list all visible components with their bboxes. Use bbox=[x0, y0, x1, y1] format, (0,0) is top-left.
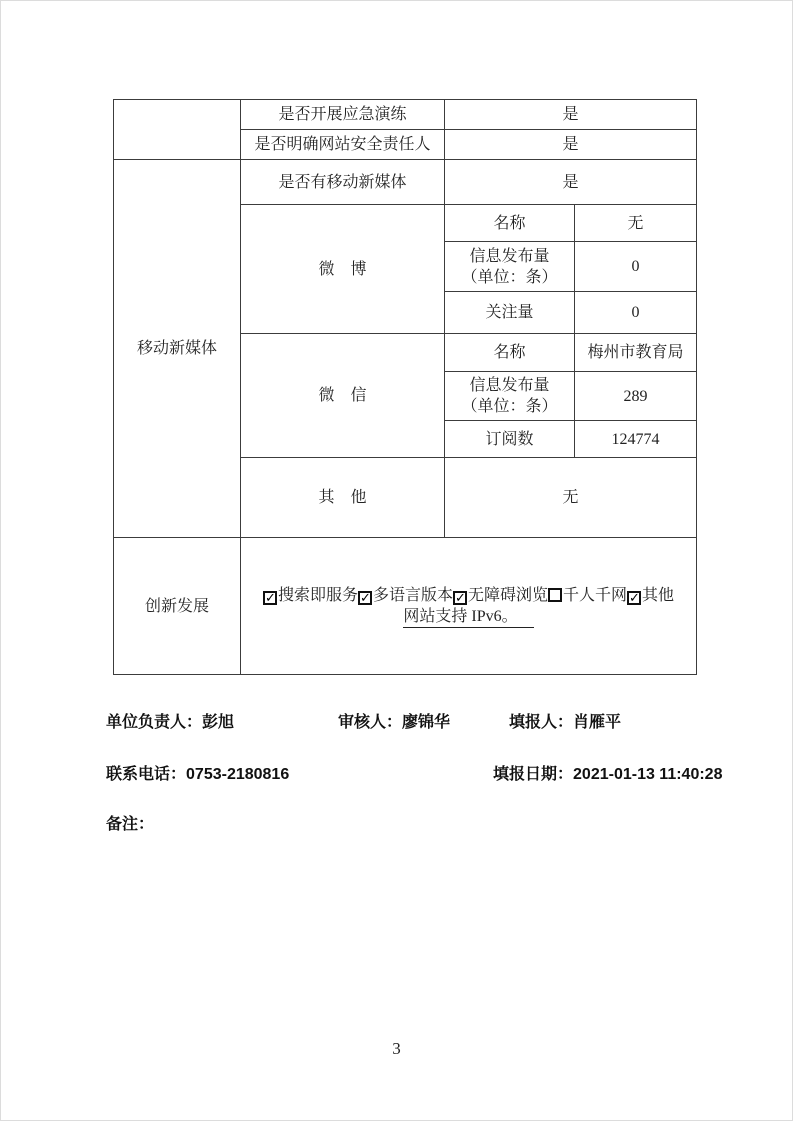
weibo-name-value: 无 bbox=[575, 205, 697, 242]
weibo-volume-label-line1: 信息发布量 bbox=[469, 247, 550, 265]
wechat-subscribers-value: 124774 bbox=[575, 421, 697, 458]
checkbox-option-other bbox=[627, 587, 674, 604]
other-media-label: 其 他 bbox=[241, 458, 445, 538]
phone-field bbox=[106, 761, 289, 784]
innovation-content-cell bbox=[241, 538, 697, 675]
checkbox-checked-icon: ✓ bbox=[264, 590, 276, 606]
unit-head-field bbox=[106, 709, 234, 732]
page-number: 3 bbox=[392, 1039, 401, 1058]
wechat-name-value: 梅州市教育局 bbox=[575, 334, 697, 372]
weibo-followers-value: 0 bbox=[575, 292, 697, 334]
wechat-volume-value: 289 bbox=[575, 372, 697, 421]
table-row bbox=[114, 100, 697, 130]
checkbox-label: 无障碍浏览 bbox=[468, 586, 549, 604]
wechat-volume-label bbox=[445, 372, 575, 421]
filler-field bbox=[509, 709, 621, 732]
category-cell-innovation: 创新发展 bbox=[114, 538, 241, 675]
remarks-field bbox=[106, 811, 154, 834]
security-officer-value: 是 bbox=[445, 130, 697, 160]
table-row bbox=[114, 160, 697, 205]
security-officer-label: 是否明确网站安全责任人 bbox=[241, 130, 445, 160]
checkbox-unchecked-icon bbox=[548, 588, 562, 602]
category-cell-mobile-media: 移动新媒体 bbox=[114, 160, 241, 538]
report-date-value: 2021-01-13 11:40:28 bbox=[573, 766, 723, 783]
report-date-label: 填报日期： bbox=[493, 766, 574, 783]
checkbox-checked-icon: ✓ bbox=[455, 590, 466, 606]
checkbox-checked-icon: ✓ bbox=[629, 590, 640, 606]
emergency-drill-value: 是 bbox=[445, 100, 697, 130]
phone-value: 0753-2180816 bbox=[186, 766, 290, 783]
report-date-field bbox=[493, 761, 722, 784]
innovation-note-line bbox=[244, 606, 693, 628]
remarks-label: 备注： bbox=[106, 816, 155, 833]
wechat-subscribers-label: 订阅数 bbox=[445, 421, 575, 458]
ipv6-note: 网站支持 IPv6。 bbox=[403, 606, 533, 628]
has-mobile-media-label: 是否有移动新媒体 bbox=[241, 160, 445, 205]
weibo-cell: 微 博 bbox=[241, 205, 445, 334]
has-mobile-media-value: 是 bbox=[445, 160, 697, 205]
checkbox-option-accessibility bbox=[453, 587, 548, 604]
other-media-value: 无 bbox=[445, 458, 697, 538]
filler-label: 填报人： bbox=[509, 714, 574, 731]
table-row bbox=[114, 538, 697, 675]
wechat-name-label: 名称 bbox=[445, 334, 575, 372]
innovation-options-line bbox=[244, 585, 693, 606]
checkbox-checked-icon: ✓ bbox=[359, 590, 371, 606]
weibo-name-label: 名称 bbox=[445, 205, 575, 242]
checkbox-label: 千人千网 bbox=[563, 586, 628, 604]
checkbox-option-search-service bbox=[263, 587, 358, 604]
emergency-drill-label: 是否开展应急演练 bbox=[241, 100, 445, 130]
checkbox-label: 其他 bbox=[642, 586, 675, 604]
weibo-volume-label bbox=[445, 242, 575, 292]
reviewer-field bbox=[338, 709, 450, 732]
wechat-cell: 微 信 bbox=[241, 334, 445, 458]
checkbox-label: 多语言版本 bbox=[372, 586, 453, 604]
reviewer-name: 廖锦华 bbox=[402, 714, 451, 731]
unit-head-label: 单位负责人： bbox=[106, 714, 203, 731]
checkbox-label: 搜索即服务 bbox=[277, 586, 358, 604]
checkbox-option-thousand-sites bbox=[548, 587, 627, 604]
wechat-volume-label-line2: （单位：条） bbox=[461, 398, 558, 415]
weibo-volume-label-line2: （单位：条） bbox=[461, 268, 558, 286]
checkbox-option-multilingual bbox=[358, 587, 453, 604]
filler-name: 肖雁平 bbox=[573, 714, 622, 731]
category-cell-empty bbox=[114, 100, 241, 160]
weibo-volume-value: 0 bbox=[575, 242, 697, 292]
report-table bbox=[113, 99, 697, 675]
phone-label: 联系电话： bbox=[106, 766, 187, 783]
reviewer-label: 审核人： bbox=[338, 714, 403, 731]
unit-head-name: 彭旭 bbox=[202, 714, 235, 731]
wechat-volume-label-line1: 信息发布量 bbox=[469, 377, 550, 394]
weibo-followers-label: 关注量 bbox=[445, 292, 575, 334]
